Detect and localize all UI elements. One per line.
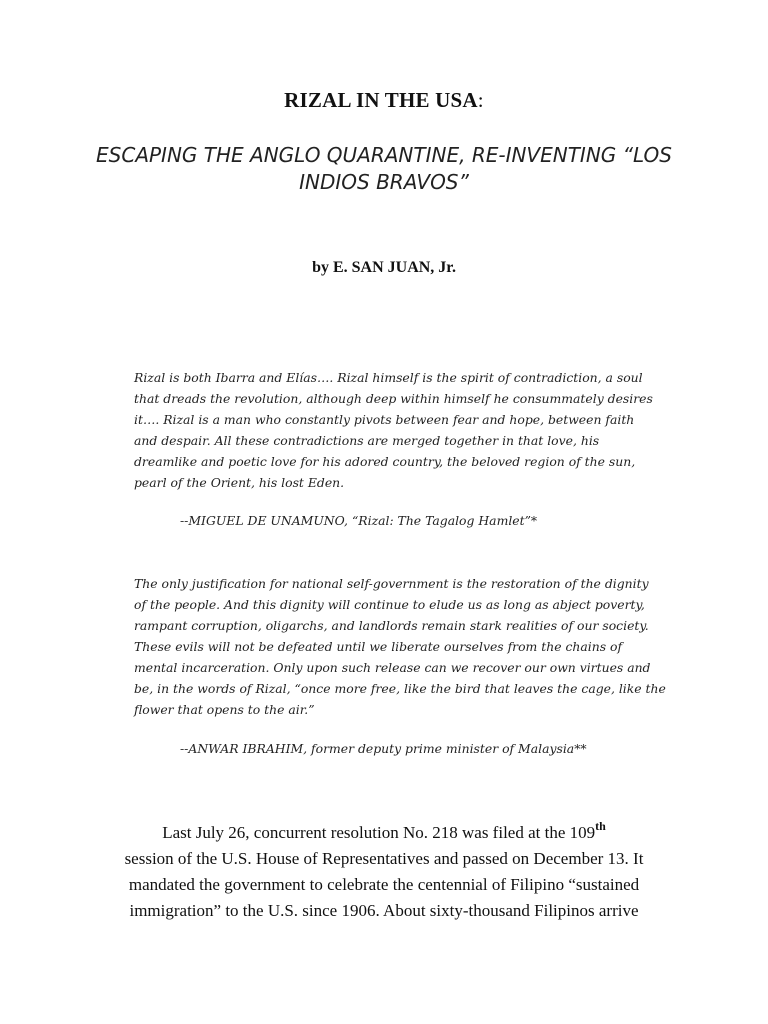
quote-line: flower that opens to the air.”	[134, 702, 315, 717]
body-line: session of the U.S. House of Representatives and passed on December 13. It	[124, 849, 644, 868]
epigraph-quote	[134, 573, 666, 720]
ordinal-suffix: th	[595, 819, 606, 833]
subtitle-line: ESCAPING THE ANGLO QUARANTINE, RE-INVENTING “LOS	[96, 143, 672, 167]
epigraph-attribution: --MIGUEL DE UNAMUNO, “Rizal: The Tagalog Hamlet”*	[180, 513, 538, 528]
document-title	[0, 88, 768, 113]
title-text: RIZAL IN THE USA	[284, 88, 478, 112]
subtitle-line: INDIOS BRAVOS”	[299, 170, 469, 194]
body-paragraph	[80, 820, 688, 924]
body-line: immigration” to the U.S. since 1906. About sixty-thousand Filipinos arrive	[129, 901, 639, 920]
epigraph-attribution: --ANWAR IBRAHIM, former deputy prime minister of Malaysia**	[180, 741, 587, 756]
quote-line: that dreads the revolution, although deep within himself he consummately desires	[134, 391, 653, 406]
quote-line: of the people. And this dignity will continue to elude us as long as abject poverty,	[134, 597, 645, 612]
quote-line: These evils will not be defeated until we liberate ourselves from the chains of	[134, 639, 623, 654]
quote-line: The only justification for national self-government is the restoration of the dignity	[134, 576, 649, 591]
quote-line: and despair. All these contradictions are merged together in that love, his	[134, 433, 600, 448]
quote-line: rampant corruption, oligarchs, and landlords remain stark realities of our society.	[134, 618, 649, 633]
document-subtitle	[90, 142, 678, 196]
quote-line: be, in the words of Rizal, “once more free, like the bird that leaves the cage, like the	[134, 681, 666, 696]
body-line: mandated the government to celebrate the centennial of Filipino “sustained	[128, 875, 640, 894]
author-byline: by E. SAN JUAN, Jr.	[312, 259, 456, 276]
quote-line: mental incarceration. Only upon such release can we recover our own virtues and	[134, 660, 651, 675]
quote-line: it…. Rizal is a man who constantly pivots between fear and hope, between faith	[134, 412, 635, 427]
body-line	[80, 820, 688, 846]
quote-line: dreamlike and poetic love for his adored country, the beloved region of the sun,	[134, 454, 636, 469]
epigraph-quote	[134, 367, 653, 493]
quote-line: pearl of the Orient, his lost Eden.	[134, 475, 345, 490]
body-line-text: Last July 26, concurrent resolution No. 218 was filed at the 109	[162, 823, 596, 842]
title-colon: :	[477, 88, 484, 112]
quote-line: Rizal is both Ibarra and Elías…. Rizal himself is the spirit of contradiction, a soul	[134, 370, 643, 385]
